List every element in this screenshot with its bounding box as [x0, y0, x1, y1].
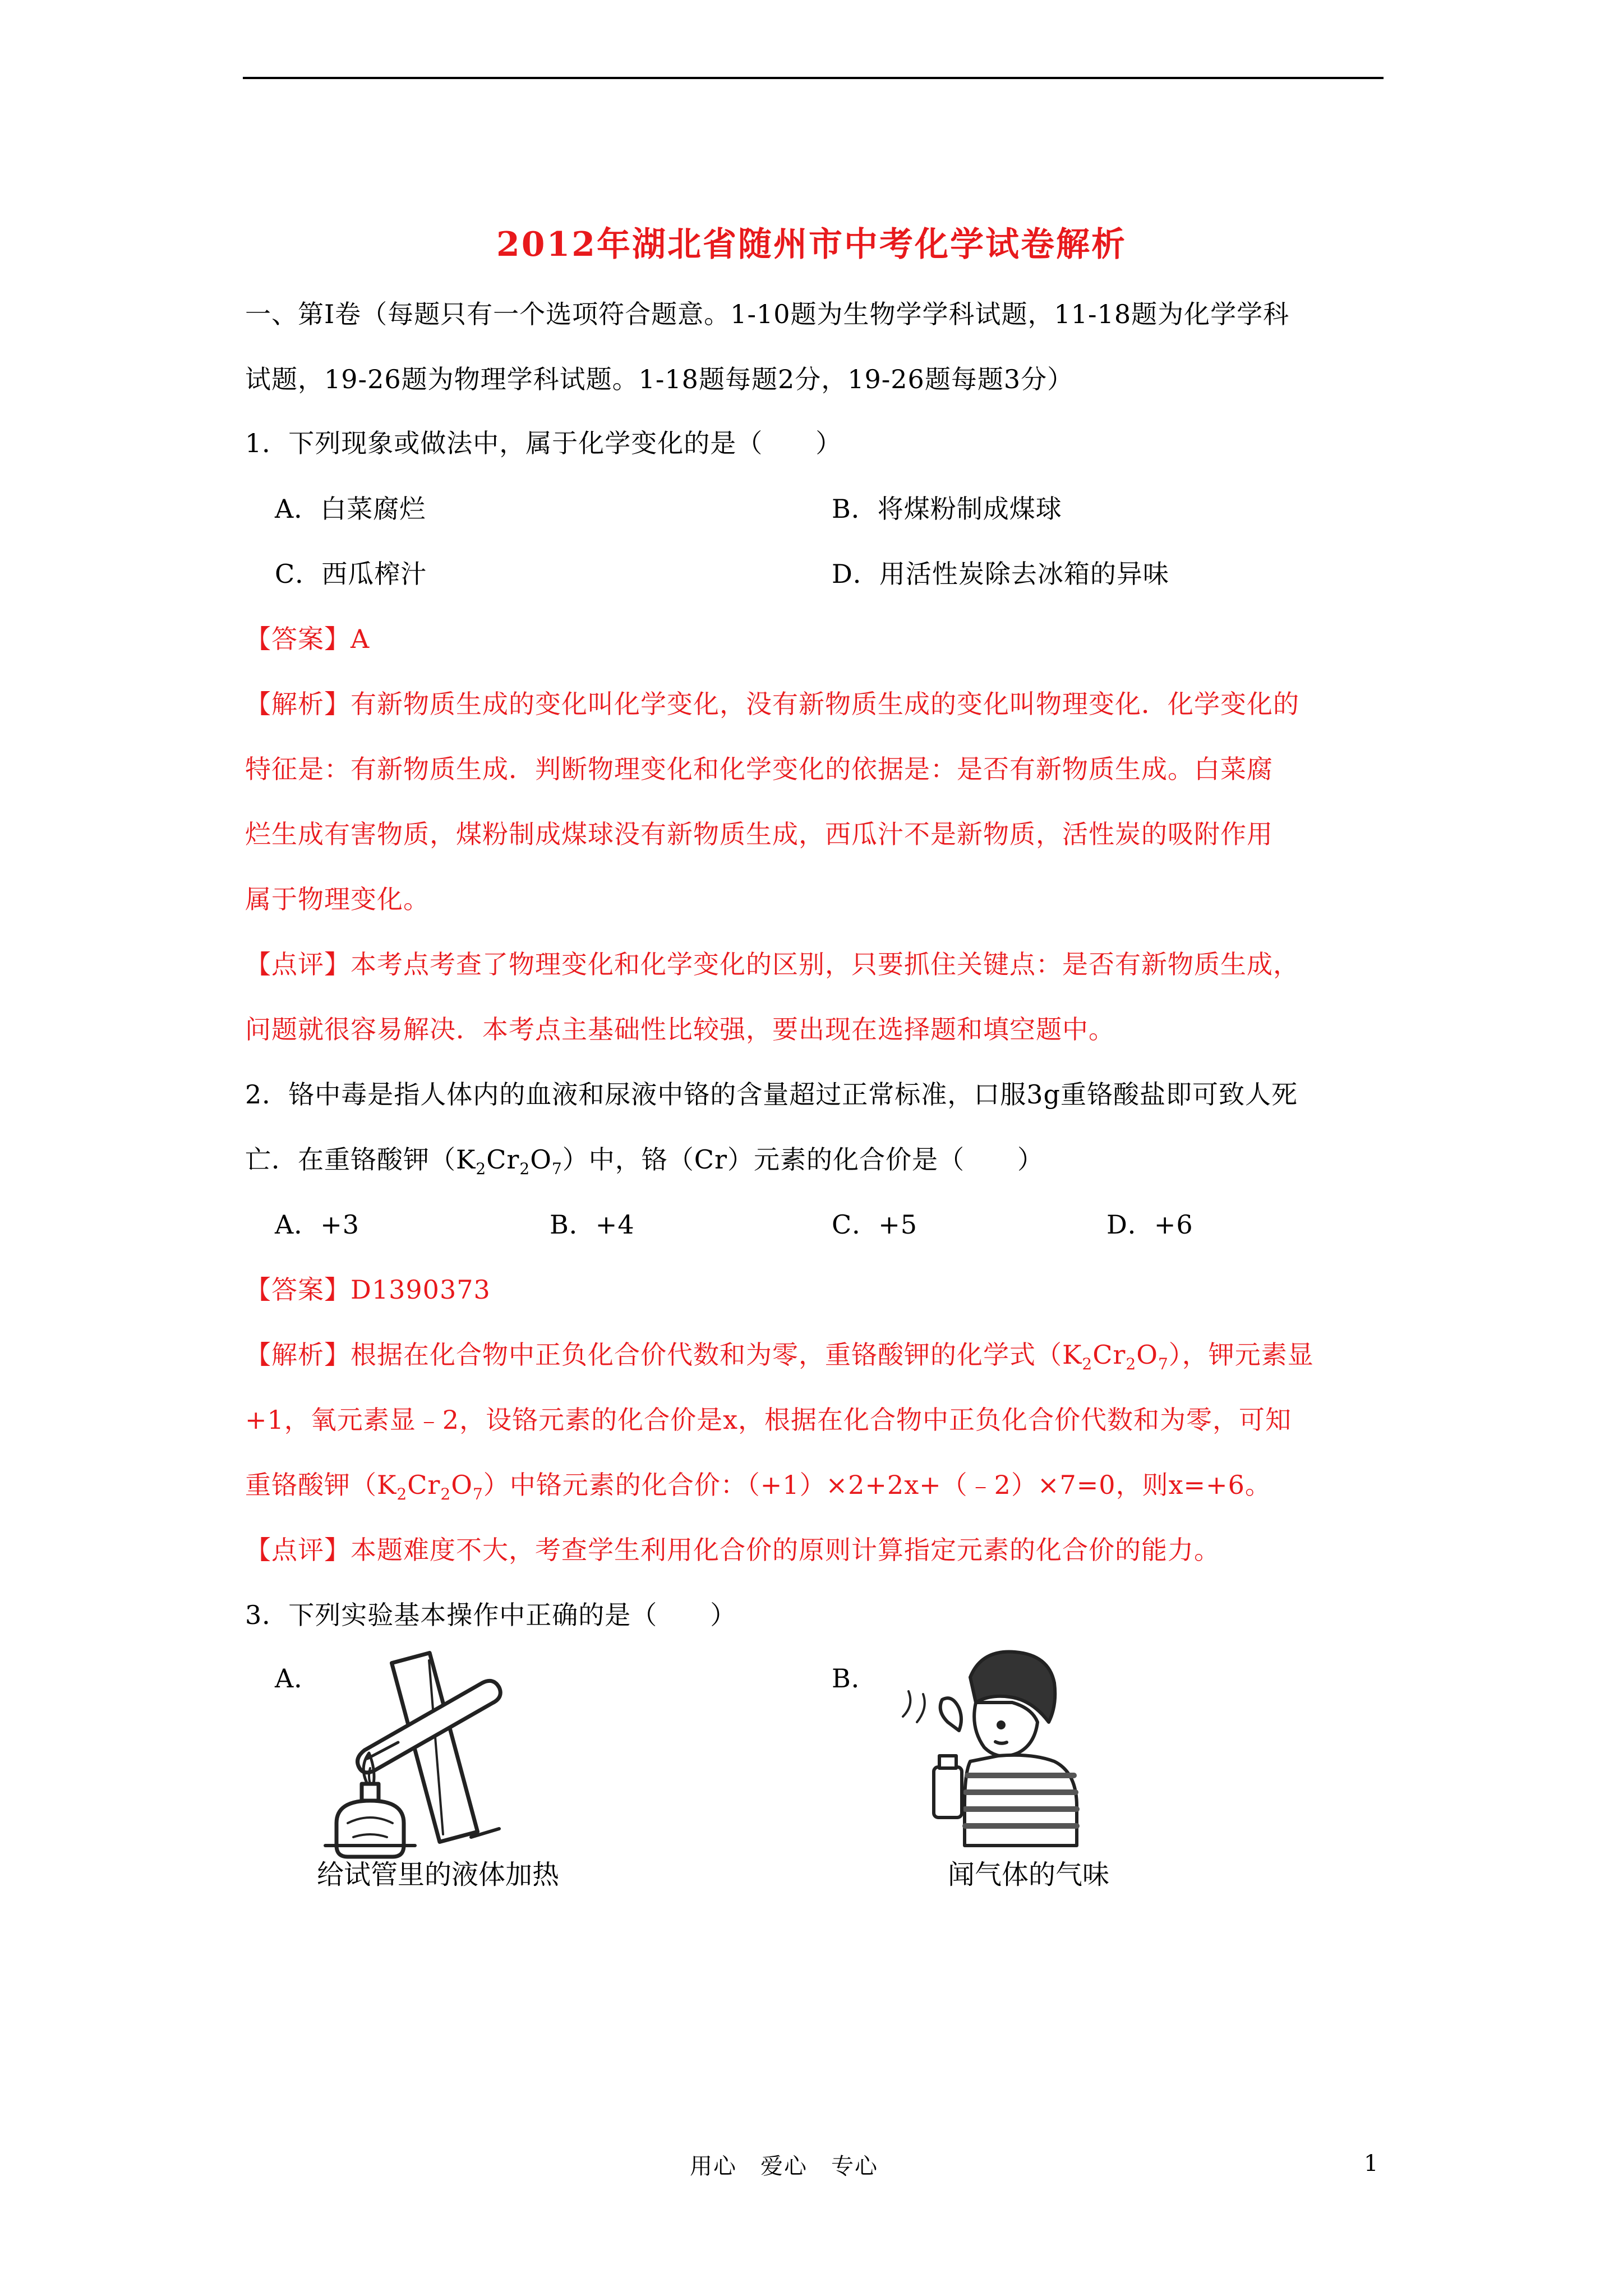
q2-comment: 【点评】本题难度不大，考查学生利用化合价的原则计算指定元素的化合价的能力。 — [245, 1535, 1220, 1565]
q2-answer: 【答案】D1390373 — [245, 1274, 491, 1305]
q1-analysis-line-4: 属于物理变化。 — [245, 884, 430, 914]
q1-option-d: D．用活性炭除去冰箱的异味 — [832, 559, 1169, 589]
q2-analysis-line-2: +1，氧元素显﹣2，设铬元素的化合价是x，根据在化合物中正负化合价代数和为零，可知 — [245, 1405, 1292, 1435]
q3-caption-a: 给试管里的液体加热 — [317, 1859, 560, 1890]
q3-option-a: A． — [275, 1663, 321, 1694]
q2-stem-line-1: 2．铬中毒是指人体内的血液和尿液中铬的含量超过正常标准，口服3g重铬酸盐即可致人死 — [245, 1079, 1298, 1110]
page-number: 1 — [1364, 2151, 1378, 2177]
page-footer: 用心 爱心 专心 — [690, 2154, 878, 2179]
q3-option-b: B． — [832, 1663, 878, 1694]
page-title: 2012年湖北省随州市中考化学试卷解析 — [496, 225, 1127, 264]
q3-caption-b: 闻气体的气味 — [948, 1859, 1110, 1890]
section-intro-line-2: 试题，19-26题为物理学科试题。1-18题每题2分，19-26题每题3分） — [245, 364, 1074, 394]
q1-option-a: A．白菜腐烂 — [275, 494, 426, 524]
q2-stem-line-2: 亡．在重铬酸钾$(K_2Cr_2O_7)$中，铬（Cr）元素的化合价是（ ） — [245, 1144, 1044, 1179]
q1-analysis-line-2: 特征是：有新物质生成．判断物理变化和化学变化的依据是：是否有新物质生成。白菜腐 — [245, 754, 1273, 784]
q3-stem: 3．下列实验基本操作中正确的是（ ） — [245, 1600, 737, 1630]
q1-answer: 【答案】A — [245, 624, 370, 654]
q1-analysis-line-3: 烂生成有害物质，煤粉制成煤球没有新物质生成，西瓜汁不是新物质，活性炭的吸附作用 — [245, 819, 1273, 849]
q1-analysis-line-1: 【解析】有新物质生成的变化叫化学变化，没有新物质生成的变化叫物理变化．化学变化的 — [245, 689, 1299, 719]
q1-comment-line-1: 【点评】本考点考查了物理变化和化学变化的区别，只要抓住关键点：是否有新物质生成， — [245, 949, 1299, 979]
smelling-gas-illustration — [886, 1638, 1099, 1851]
q1-stem: 1．下列现象或做法中，属于化学变化的是（ ） — [245, 428, 842, 458]
q2-analysis-line-1: 【解析】根据在化合物中正负化合价代数和为零，重铬酸钾的化学式$(K_2Cr_2O_7)$，钾元素显 — [245, 1340, 1314, 1374]
q1-option-b: B．将煤粉制成煤球 — [832, 494, 1062, 524]
q2-option-c: C．+5 — [832, 1209, 918, 1240]
q2-option-d: D．+6 — [1106, 1209, 1193, 1240]
test-tube-heating-illustration — [314, 1644, 538, 1879]
q2-option-b: B．+4 — [550, 1209, 635, 1240]
q2-option-a: A．+3 — [275, 1209, 360, 1240]
q2-analysis-line-3: 重铬酸钾$(K_2Cr_2O_7)$中铬元素的化合价：（+1）×2+2x+（﹣2）×7=0，则x=+6。 — [245, 1470, 1271, 1504]
q1-option-c: C．西瓜榨汁 — [275, 559, 427, 589]
section-intro-line-1: 一、第Ⅰ卷（每题只有一个选项符合题意。1-10题为生物学学科试题，11-18题为化学学科 — [245, 299, 1290, 329]
q1-comment-line-2: 问题就很容易解决．本考点主基础性比较强，要出现在选择题和填空题中。 — [245, 1014, 1115, 1045]
header-rule — [243, 77, 1384, 79]
